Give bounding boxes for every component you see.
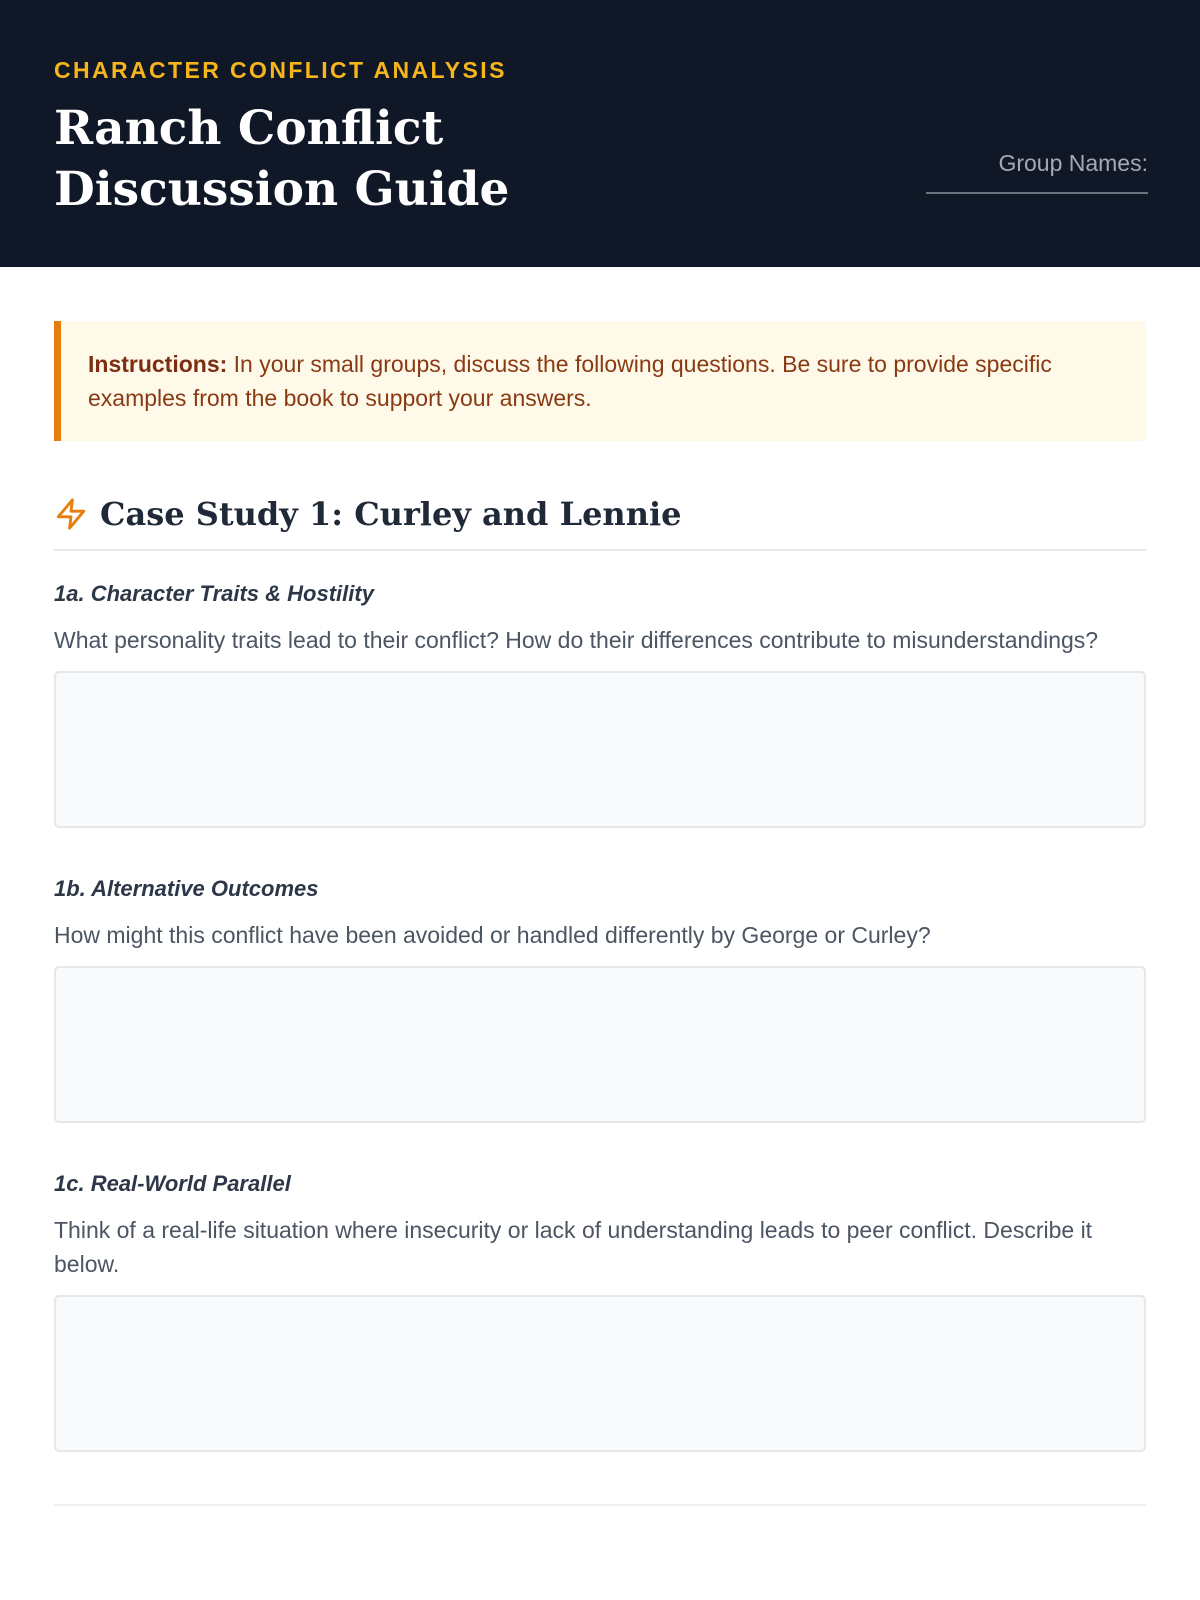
question-prompt: How might this conflict have been avoided or handled differently by George or Curley? [54, 922, 931, 948]
instructions-callout [54, 321, 1146, 441]
answer-box-1c[interactable] [54, 1295, 1146, 1452]
question-prompt: Think of a real-life situation where insecurity or lack of understanding leads to peer conflict. Describe it below. [54, 1217, 1093, 1277]
question-1a [54, 579, 1146, 828]
question-title: 1c. Real-World Parallel [54, 1171, 291, 1196]
instructions-text: In your small groups, discuss the following questions. Be sure to provide specific examples from the book to support your answers. [88, 351, 1052, 411]
question-title: 1b. Alternative Outcomes [54, 876, 319, 901]
question-1c [54, 1169, 1146, 1452]
lightning-bolt-icon [54, 497, 88, 531]
page-header [0, 0, 1200, 267]
case-study-title: Case Study 1: Curley and Lennie [100, 495, 682, 533]
main-content [0, 267, 1200, 1506]
question-prompt: What personality traits lead to their conflict? How do their differences contribute to misunderstandings? [54, 627, 1099, 653]
group-names-block [926, 148, 1148, 194]
group-names-label: Group Names: [998, 150, 1148, 176]
case-study-header [54, 493, 1146, 551]
section-divider [54, 1504, 1146, 1506]
question-title: 1a. Character Traits & Hostility [54, 581, 374, 606]
page-eyebrow: CHARACTER CONFLICT ANALYSIS [54, 57, 507, 83]
question-1b [54, 874, 1146, 1123]
instructions-label: Instructions: [88, 351, 228, 377]
answer-box-1b[interactable] [54, 966, 1146, 1123]
page-title: Ranch Conflict Discussion Guide [54, 101, 510, 217]
answer-box-1a[interactable] [54, 671, 1146, 828]
group-names-line[interactable] [926, 192, 1148, 194]
